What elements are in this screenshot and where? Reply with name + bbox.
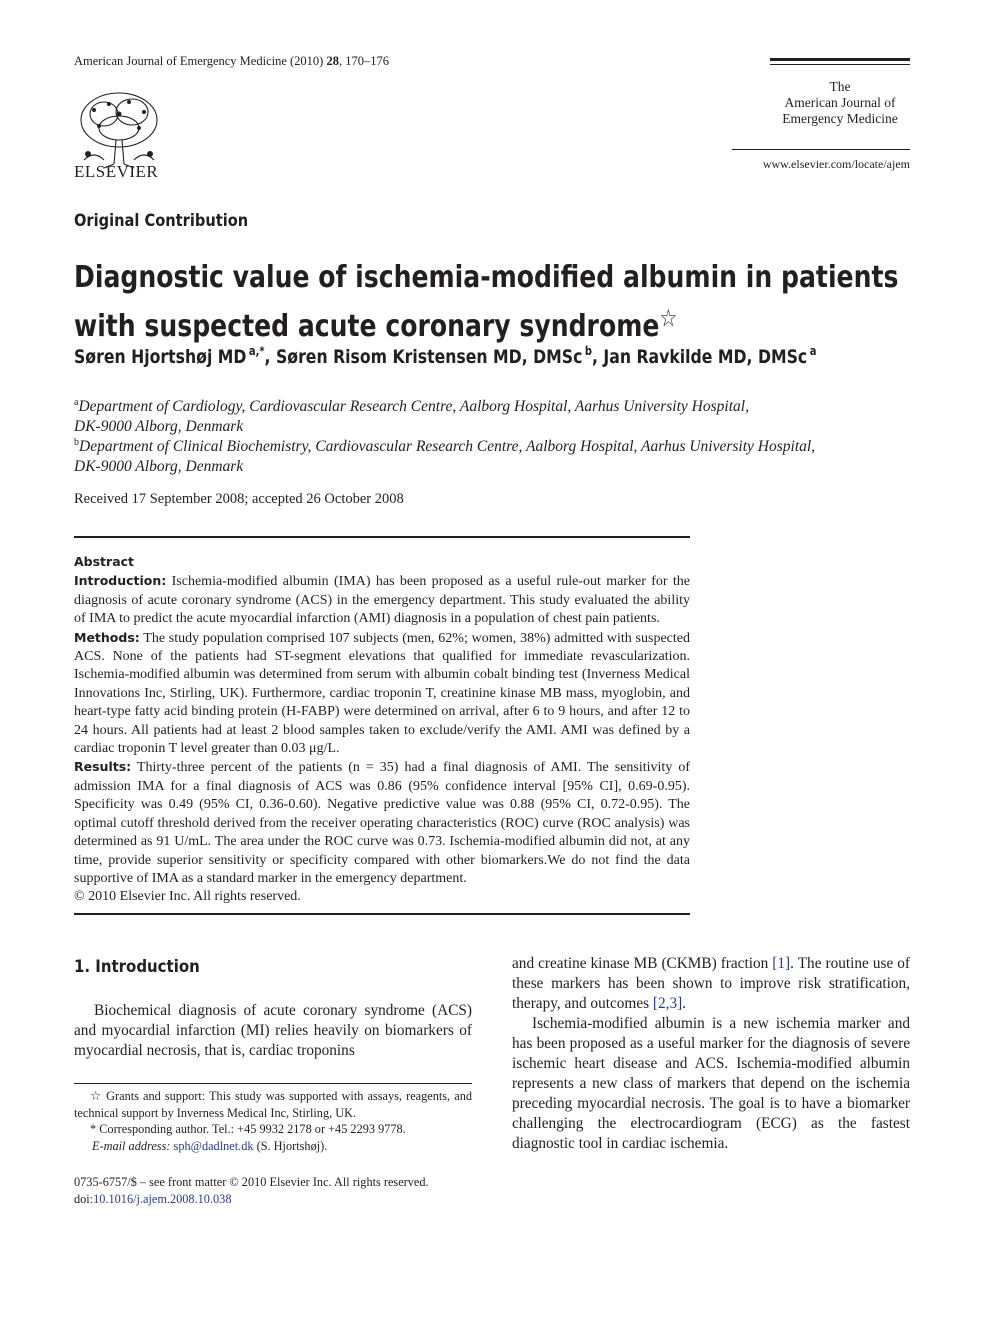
journal-url-link[interactable]: www.elsevier.com/locate/ajem: [762, 157, 910, 171]
author-name: Søren Risom Kristensen MD, DMSc: [275, 346, 583, 368]
publisher-name: ELSEVIER: [74, 162, 159, 181]
author-affiliation-mark: a: [809, 344, 817, 358]
email-footnote: E-mail address: sph@dadlnet.dk (S. Hjortshøj).: [92, 1138, 328, 1153]
issn-line: 0735-6757/$ – see front matter © 2010 Elsevier Inc. All rights reserved.: [74, 1175, 429, 1189]
abstract: [74, 553, 690, 907]
journal-logo: The American Journal of Emergency Medicine: [782, 79, 898, 126]
author-name: Søren Hjortshøj MD: [74, 346, 247, 368]
reference-link[interactable]: [1]: [772, 955, 791, 972]
section-label: Original Contribution: [74, 211, 249, 231]
author-name: Jan Ravkilde MD, DMSc: [603, 346, 808, 368]
affiliation-b: $^b$Department of Clinical Biochemistry, Cardiovascular Research Centre, Aalborg Hospital, Aarhus University Hospital, DK-9000 Alborg, Denmark: [74, 437, 816, 476]
journal-logo-rule: [770, 58, 910, 61]
journal-url-rule: [732, 149, 910, 150]
email-link[interactable]: sph@dadlnet.dk: [173, 1138, 254, 1153]
article-title: Diagnostic value of ischemia-modified albumin in patients with suspected acute coronary syndrome☆: [74, 260, 899, 344]
abstract-introduction: Introduction: Ischemia-modified albumin (IMA) has been proposed as a useful rule-out marker for the diagnosis of acute coronary syndrome (ACS) in the emergency department. This study evaluated the ability of IMA to predict the acute myocardial infarction (AMI) diagnosis in a population of chest pain patients.: [74, 573, 690, 627]
abstract-methods: Methods: The study population comprised 107 subjects (men, 62%; women, 38%) admitted with suspected ACS. None of the patients had ST-segment elevations that qualified for immediate revascularization. Ischemia-modified albumin was determined from serum with albumin cobalt binding test (Inverness Medical Innovations Inc, Stirling, UK). Furthermore, cardiac troponin T, creatinine kinase MB mass, myoglobin, and heart-type fatty acid binding protein (H-FABP) were determined on arrival, after 6 to 9 hours, and after 12 to 24 hours. All patients had at least 2 blood samples taken to exclude/verify the AMI. AMI was defined by a cardiac troponin T level greater than 0.03 μg/L.: [74, 629, 690, 757]
intro-paragraph: Ischemia-modified albumin is a new ischemia marker and has been proposed as a useful marker for the diagnosis of severe ischemic heart disease and ACS. Ischemia-modified albumin represents a new class of markers that depend on the ischemia preceding myocardial necrosis. The goal is to have a biomarker challenging the electrocardiogram (ECG) as the fastest diagnostic tool in cardiac ischemia.: [512, 1015, 910, 1152]
footnotes: [74, 1088, 472, 1154]
abstract-results: Results: Thirty-three percent of the patients (n = 35) had a final diagnosis of AMI. The sensitivity of admission IMA for a final diagnosis of ACS was 0.86 (95% confidence interval [95% CI], 0.69-0.95). Specificity was 0.49 (95% CI, 0.36-0.60). Negative predictive value was 0.88 (95% CI, 0.72-0.95). The optimal cutoff threshold derived from the receiver operating characteristics (ROC) curve (ROC analysis) was determined as 91 U/mL. The area under the ROC curve was 0.73. Ischemia-modified albumin did not, at any time, provide superior sensitivity or specificity compared with other biomarkers.We do not find the data supportive of IMA as a standard marker in the emergency department.: [74, 759, 690, 886]
front-matter-info: [74, 1174, 494, 1207]
abstract-copyright: © 2010 Elsevier Inc. All rights reserved.: [74, 889, 301, 905]
journal-reference: American Journal of Emergency Medicine (2010) 28, 170–176: [74, 54, 389, 68]
author-affiliation-mark: a,*: [248, 344, 265, 358]
received-accepted-dates: Received 17 September 2008; accepted 26 October 2008: [74, 491, 404, 507]
intro-right-column: [512, 954, 910, 1154]
affiliation-a: $^a$Department of Cardiology, Cardiovascular Research Centre, Aalborg Hospital, Aarhus University Hospital, DK-9000 Alborg, Denmark: [74, 397, 749, 436]
doi-link[interactable]: 10.1016/j.ajem.2008.10.038: [93, 1191, 232, 1206]
abstract-heading: Abstract: [74, 554, 135, 569]
abstract-bottom-rule: [74, 913, 690, 915]
introduction-heading: 1. Introduction: [74, 957, 200, 977]
journal-logo-rule: [770, 64, 910, 65]
intro-left-column: [74, 1001, 472, 1061]
author-list: Søren Hjortshøj MD $^{a,*}$, Søren Risom Kristensen MD, DMSc $^b$, Jan Ravkilde MD, DMSc $^a$: [74, 344, 817, 368]
corresponding-author-footnote: * Corresponding author. Tel.: +45 9932 2178 or +45 2293 9778.: [90, 1122, 406, 1136]
intro-paragraph: Biochemical diagnosis of acute coronary syndrome (ACS) and myocardial infarction (MI) relies heavily on biomarkers of myocardial necrosis, that is, cardiac troponins: [74, 1002, 472, 1059]
abstract-top-rule: [74, 536, 690, 538]
doi-line: doi:10.1016/j.ajem.2008.10.038: [74, 1191, 232, 1206]
footnote-rule: [74, 1083, 472, 1084]
author-affiliation-mark: b: [584, 344, 592, 358]
reference-link[interactable]: [2,3]: [652, 995, 683, 1012]
intro-paragraph: and creatine kinase MB (CKMB) fraction [1]. The routine use of these markers has been shown to improve risk stratification, therapy, and outcomes [2,3].: [512, 955, 911, 1012]
title-footnote-mark: ☆: [659, 304, 678, 332]
grant-footnote: ☆ Grants and support: This study was supported with assays, reagents, and technical support by Inverness Medical Inc, Stirling, UK.: [74, 1089, 472, 1120]
